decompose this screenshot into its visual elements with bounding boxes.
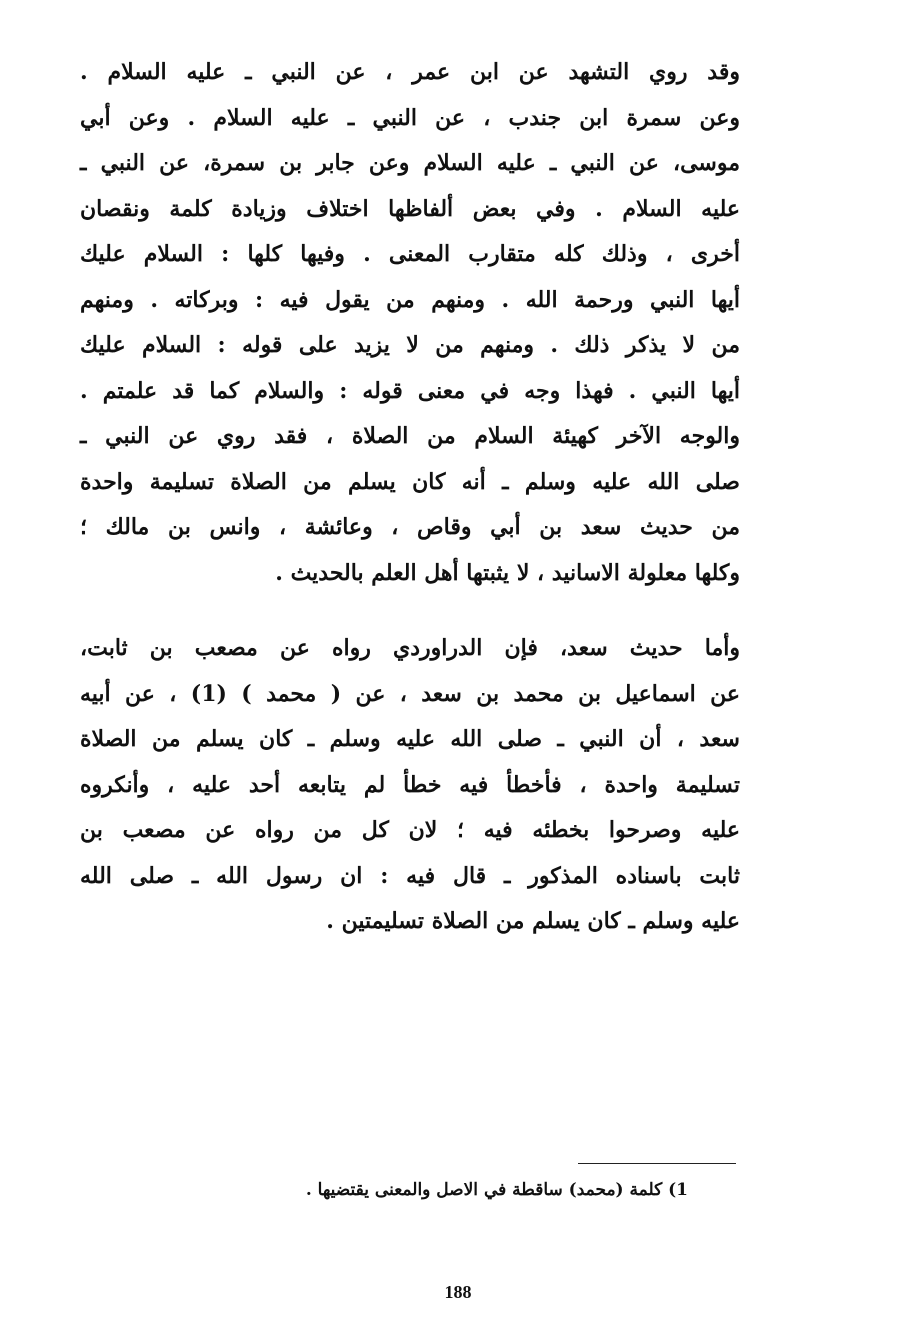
text-line: أخرى ، وذلك كله متقارب المعنى . وفيها كلها : السلام عليك <box>80 241 740 267</box>
text-line: صلى الله عليه وسلم ـ أنه كان يسلم من الصلاة تسليمة واحدة <box>80 468 740 495</box>
paragraph-gap <box>80 596 740 626</box>
text-line: من لا يذكر ذلك . ومنهم من لا يزيد على قوله : السلام عليك <box>80 332 740 358</box>
footnote-divider <box>578 1163 736 1164</box>
text-line: أيها النبي . فهذا وجه في معنى قوله : والسلام كما قد علمتم . <box>80 377 740 404</box>
paragraph-1 <box>80 50 740 596</box>
text-line: عن اسماعيل بن محمد بن سعد ، عن ( محمد ) (1) ، عن أبيه <box>80 680 741 707</box>
paragraph-2 <box>80 626 740 945</box>
text-line: عليه وصرحوا بخطئه فيه ؛ لان كل من رواه عن مصعب بن <box>80 817 740 843</box>
page-body <box>80 50 740 945</box>
text-line: عليه وسلم ـ كان يسلم من الصلاة تسليمتين . <box>326 908 740 934</box>
footnote: 1) كلمة (محمد) ساقطة في الاصل والمعنى يقتضيها . <box>305 1180 688 1200</box>
text-line: وأما حديث سعد، فإن الدراوردي رواه عن مصعب بن ثابت، <box>80 635 740 661</box>
text-line: أيها النبي ورحمة الله . ومنهم من يقول فيه : وبركاته . ومنهم <box>80 286 740 313</box>
text-line: من حديث سعد بن أبي وقاص ، وعائشة ، وانس بن مالك ؛ <box>80 514 740 540</box>
text-line: وعن سمرة ابن جندب ، عن النبي ـ عليه السلام . وعن أبي <box>80 104 740 131</box>
text-line: تسليمة واحدة ، فأخطأ فيه خطأ لم يتابعه أحد عليه ، وأنكروه <box>80 771 740 798</box>
text-line: عليه السلام . وفي بعض ألفاظها اختلاف وزيادة كلمة ونقصان <box>80 195 740 222</box>
page-number: 188 <box>444 1282 472 1302</box>
text-line: والوجه الآخر كهيئة السلام من الصلاة ، فقد روي عن النبي ـ <box>80 423 740 449</box>
text-line: سعد ، أن النبي ـ صلى الله عليه وسلم ـ كان يسلم من الصلاة <box>80 726 740 752</box>
text-line: وقد روي التشهد عن ابن عمر ، عن النبي ـ عليه السلام . <box>80 59 740 85</box>
text-line: موسى، عن النبي ـ عليه السلام وعن جابر بن سمرة، عن النبي ـ <box>80 150 740 176</box>
text-line: وكلها معلولة الاسانيد ، لا يثبتها أهل العلم بالحديث . <box>275 559 740 586</box>
text-line: ثابت باسناده المذكور ـ قال فيه : ان رسول الله ـ صلى الله <box>80 862 740 889</box>
